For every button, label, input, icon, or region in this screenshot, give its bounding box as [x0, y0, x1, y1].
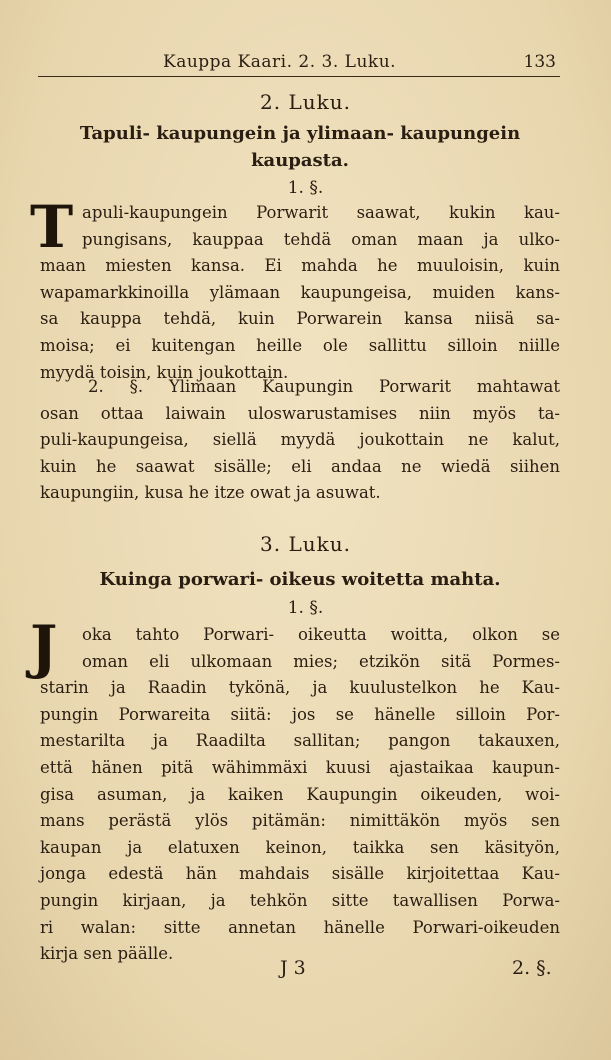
chapter-2-heading: 2. Luku. [260, 90, 351, 114]
page-number: 133 [523, 52, 556, 72]
text-line: maan miesten kansa. Ei mahda he muuloisin, kuin [40, 256, 560, 276]
text-line: myydä toisin, kuin joukottain. [40, 362, 289, 382]
text-line [40, 374, 560, 401]
text-line: ri walan: sitte annetan hänelle Porwari-oikeuden [40, 917, 560, 937]
text-line: apuli-kaupungein Porwarit saawat, kukin kau- [82, 203, 560, 222]
section-mark-inline: 2. §. [88, 377, 144, 396]
chapter-2-title [40, 120, 560, 174]
text-line: pungin kirjaan, ja tehkön sitte tawallisen Porwa- [40, 890, 560, 910]
signature-mark: J 3 [280, 957, 306, 979]
chapter-2-section-1-mark: 1. §. [287, 178, 324, 198]
text-line: kuin he saawat sisälle; eli andaa ne wiedä siihen [40, 456, 560, 476]
text-line: oman eli ulkomaan mies; etzikön sitä Pormes- [82, 651, 560, 671]
text-line-rest: Ylimaan Kaupungin Porwarit mahtawat [168, 377, 560, 396]
chapter-3-title: Kuinga porwari- oikeus woitetta mahta. [99, 569, 501, 590]
drop-cap-t: T [30, 193, 74, 261]
chapter-2-section-1-text [40, 200, 560, 386]
text-line: puli-kaupungeisa, siellä myydä joukottain ne kalut, [40, 430, 560, 450]
drop-cap-j: J [30, 613, 58, 681]
text-line: pungisans, kauppaa tehdä oman maan ja ulko- [82, 229, 560, 249]
chapter-2-section-2-text [40, 374, 560, 507]
running-title: Kauppa Kaari. 2. 3. Luku. [163, 52, 397, 72]
catchword: 2. §. [512, 957, 552, 979]
text-line: sa kauppa tehdä, kuin Porwarein kansa niisä sa- [40, 309, 560, 329]
text-line: oka tahto Porwari- oikeutta woitta, olkon se [82, 625, 560, 644]
text-line: gisa asuman, ja kaiken Kaupungin oikeuden, woi- [40, 784, 560, 804]
chapter-2-title-line: kaupasta. [251, 150, 349, 171]
chapter-2-title-line: Tapuli- kaupungein ja ylimaan- kaupungein [79, 123, 521, 144]
chapter-3-section-1-mark: 1. §. [287, 598, 324, 618]
text-line: jonga edestä hän mahdais sisälle kirjoitettaa Kau- [40, 864, 560, 884]
text-line: kirja sen päälle. [40, 944, 174, 964]
chapter-3-section-1-text [40, 622, 560, 968]
chapter-3-heading: 3. Luku. [260, 532, 351, 556]
text-line: mestarilta ja Raadilta sallitan; pangon takauxen, [40, 731, 560, 751]
text-line: starin ja Raadin tykönä, ja kuulustelkon he Kau- [40, 678, 560, 698]
text-line: pungin Porwareita siitä: jos se hänelle silloin Por- [40, 704, 560, 724]
text-line: kaupan ja elatuxen keinon, taikka sen käsityön, [40, 837, 560, 857]
text-line: että hänen pitä wähimmäxi kuusi ajastaikaa kaupun- [40, 757, 560, 777]
text-line: mans perästä ylös pitämän: nimittäkön myös sen [40, 811, 560, 831]
text-line: osan ottaa laiwain uloswarustamises niin myös ta- [40, 403, 560, 423]
text-line: moisa; ei kuitengan heille ole sallittu silloin niille [40, 335, 560, 355]
running-header [38, 50, 560, 77]
text-line: wapamarkkinoilla ylämaan kaupungeisa, muiden kans- [40, 282, 560, 302]
text-line: kaupungiin, kusa he itze owat ja asuwat. [40, 483, 381, 503]
